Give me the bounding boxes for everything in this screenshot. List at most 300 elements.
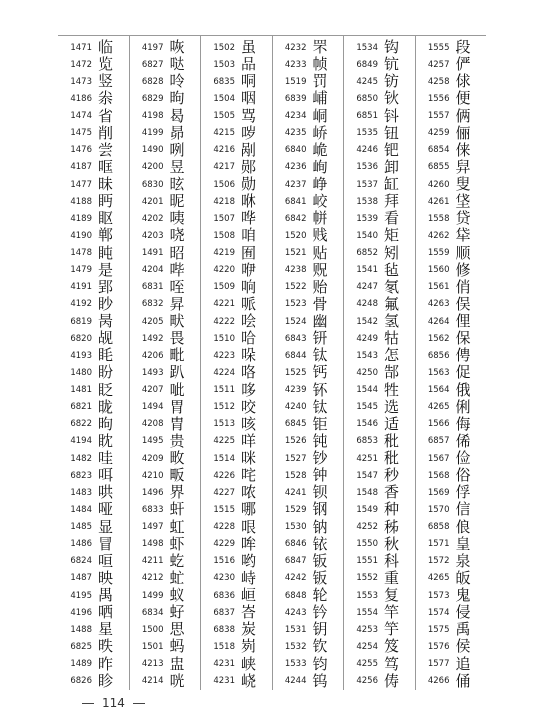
- character: 俣: [455, 294, 471, 313]
- table-row: [416, 467, 487, 484]
- character-code: 4252: [356, 522, 378, 533]
- character: 峡: [241, 654, 257, 673]
- character-code: 1577: [427, 659, 450, 670]
- character: 哔: [169, 260, 185, 279]
- character-code: 1520: [284, 230, 307, 241]
- table-row: [58, 604, 129, 621]
- character-code: 6822: [70, 419, 92, 430]
- character: 咱: [241, 226, 257, 245]
- table-row: [130, 399, 201, 416]
- character: 哈: [241, 329, 257, 348]
- character: 昴: [169, 123, 185, 142]
- character: 眄: [98, 192, 114, 211]
- character-code: 1503: [213, 59, 235, 70]
- character: 氢: [384, 312, 400, 331]
- character-code: 4250: [356, 367, 378, 378]
- character-code: 1572: [427, 556, 450, 567]
- character-code: 1551: [356, 556, 378, 567]
- character-code: 6832: [141, 299, 164, 310]
- character: 哑: [98, 500, 114, 519]
- character: 哓: [169, 226, 185, 245]
- character: 呲: [169, 380, 185, 399]
- table-row: [58, 56, 129, 73]
- character-code: 6833: [141, 504, 164, 515]
- character: 秕: [384, 431, 400, 450]
- table-row: [130, 382, 201, 399]
- character: 骂: [241, 106, 257, 125]
- table-row: [201, 553, 272, 570]
- character-code: 4190: [70, 230, 92, 241]
- character: 秭: [384, 517, 400, 536]
- character: 囿: [241, 243, 257, 262]
- character-code: 6823: [70, 470, 92, 481]
- character-code: 6824: [70, 556, 92, 567]
- character: 咤: [241, 466, 257, 485]
- character-code: 4213: [141, 659, 164, 670]
- character: 钫: [384, 72, 400, 91]
- character: 虷: [169, 500, 185, 519]
- table-row: [344, 536, 415, 553]
- table-row: [58, 621, 129, 638]
- table-row: [273, 519, 344, 536]
- character: 贱: [312, 226, 328, 245]
- table-row: [344, 467, 415, 484]
- character-code: 6836: [213, 590, 235, 601]
- table-row: [273, 227, 344, 244]
- character-code: 1558: [427, 213, 450, 224]
- character-code: 1569: [427, 487, 450, 498]
- table-row: [58, 39, 129, 56]
- table-row: [201, 227, 272, 244]
- character: 畏: [169, 329, 185, 348]
- character: 保: [455, 329, 471, 348]
- character-code: 4231: [213, 659, 235, 670]
- character: 眈: [98, 431, 114, 450]
- character: 哝: [241, 483, 257, 502]
- character-code: 4209: [141, 453, 164, 464]
- character: 峬: [312, 89, 328, 108]
- table-row: [416, 364, 487, 381]
- character-code: 1536: [356, 162, 378, 173]
- table-row: [344, 501, 415, 518]
- character-code: 6841: [284, 196, 307, 207]
- table-row: [273, 56, 344, 73]
- table-row: [201, 245, 272, 262]
- character-code: 4219: [213, 248, 235, 259]
- table-row: [273, 467, 344, 484]
- table-row: [273, 382, 344, 399]
- character-code: 1550: [356, 539, 378, 550]
- table-row: [273, 330, 344, 347]
- table-row: [416, 347, 487, 364]
- table-row: [58, 382, 129, 399]
- character-code: 4230: [213, 573, 235, 584]
- character-code: 4242: [284, 573, 307, 584]
- character-code: 1506: [213, 179, 235, 190]
- table-row: [344, 227, 415, 244]
- character: 剐: [241, 140, 257, 159]
- table-row: [416, 536, 487, 553]
- table-row: [58, 210, 129, 227]
- character-code: 6826: [70, 676, 92, 687]
- table-row: [130, 296, 201, 313]
- character: 咥: [169, 277, 185, 296]
- character: 胃: [169, 397, 185, 416]
- character: 铱: [312, 534, 328, 553]
- character-code: 4204: [141, 265, 164, 276]
- character: 竿: [384, 603, 400, 622]
- character-code: 4218: [213, 196, 235, 207]
- character: 舁: [455, 157, 471, 176]
- character: 昳: [98, 637, 114, 656]
- table-row: [130, 108, 201, 125]
- character-code: 1497: [141, 522, 164, 533]
- character-code: 1507: [213, 213, 235, 224]
- table-row: [273, 399, 344, 416]
- character-code: 1552: [356, 573, 378, 584]
- character: 蚁: [169, 586, 185, 605]
- character: 俏: [455, 277, 471, 296]
- character: 峙: [241, 568, 257, 587]
- character: 郸: [98, 226, 114, 245]
- character-code: 6850: [356, 93, 378, 104]
- table-row: [273, 673, 344, 690]
- character: 哄: [98, 483, 114, 502]
- table-row: [416, 108, 487, 125]
- character: 俘: [455, 483, 471, 502]
- character: 峛: [241, 637, 257, 656]
- character-code: 6834: [141, 607, 164, 618]
- table-row: [58, 313, 129, 330]
- table-row: [416, 193, 487, 210]
- character: 钯: [384, 140, 400, 159]
- character-code: 1563: [427, 367, 450, 378]
- character-code: 6858: [427, 522, 450, 533]
- character: 罘: [312, 38, 328, 57]
- table-row: [416, 296, 487, 313]
- table-row: [201, 673, 272, 690]
- character: 咻: [241, 192, 257, 211]
- table-row: [130, 313, 201, 330]
- character-code: 1556: [427, 93, 450, 104]
- character: 钮: [384, 123, 400, 142]
- table-row: [58, 245, 129, 262]
- character-code: 4263: [427, 299, 450, 310]
- character: 俑: [455, 671, 471, 690]
- table-row: [416, 330, 487, 347]
- table-row: [130, 193, 201, 210]
- character: 钥: [312, 620, 328, 639]
- character: 曷: [169, 106, 185, 125]
- character-code: 4232: [284, 42, 307, 53]
- character-code: 6854: [427, 145, 450, 156]
- table-column: [58, 36, 130, 690]
- character: 竖: [98, 72, 114, 91]
- table-row: [416, 450, 487, 467]
- character-code: 1474: [70, 111, 92, 122]
- character: 俅: [455, 72, 471, 91]
- character-code: 6844: [284, 350, 307, 361]
- character: 峤: [312, 123, 328, 142]
- character-code: 1487: [70, 573, 92, 584]
- table-row: [416, 604, 487, 621]
- table-row: [344, 56, 415, 73]
- character: 虹: [169, 517, 185, 536]
- character-code: 4194: [70, 436, 92, 447]
- character-code: 4237: [284, 179, 307, 190]
- character-code: 1526: [284, 436, 307, 447]
- character: 咣: [169, 671, 185, 690]
- table-row: [201, 262, 272, 279]
- character-code: 1533: [284, 659, 307, 670]
- table-row: [344, 484, 415, 501]
- character: 俭: [455, 449, 471, 468]
- character: 幽: [312, 312, 328, 331]
- character: 胄: [169, 414, 185, 433]
- table-row: [130, 450, 201, 467]
- character: 重: [384, 568, 400, 587]
- table-row: [130, 125, 201, 142]
- character-code: 1496: [141, 487, 164, 498]
- character-code: 1495: [141, 436, 164, 447]
- character: 侵: [455, 603, 471, 622]
- character-code: 4208: [141, 419, 164, 430]
- character-code: 1472: [70, 59, 92, 70]
- table-row: [58, 484, 129, 501]
- character-code: 4201: [141, 196, 164, 207]
- table-row: [273, 501, 344, 518]
- table-row: [344, 416, 415, 433]
- character: 昽: [98, 397, 114, 416]
- table-row: [130, 536, 201, 553]
- character: 钣: [312, 568, 328, 587]
- character: 咴: [169, 38, 185, 57]
- table-row: [58, 142, 129, 159]
- character: 牯: [384, 329, 400, 348]
- character-code: 1538: [356, 196, 378, 207]
- character: 咿: [241, 260, 257, 279]
- table-row: [58, 262, 129, 279]
- table-row: [130, 210, 201, 227]
- character-code: 6830: [141, 179, 164, 190]
- table-row: [201, 159, 272, 176]
- character: 钤: [312, 603, 328, 622]
- character-code: 1505: [213, 111, 235, 122]
- table-row: [416, 656, 487, 673]
- character-code: 4207: [141, 385, 164, 396]
- character-code: 4266: [427, 676, 450, 687]
- table-row: [201, 142, 272, 159]
- character: 俐: [455, 397, 471, 416]
- character-code: 4224: [213, 367, 235, 378]
- character-code: 4200: [141, 162, 164, 173]
- character-code: 1537: [356, 179, 378, 190]
- table-row: [130, 56, 201, 73]
- character: 昫: [169, 89, 185, 108]
- character: 顺: [455, 243, 471, 262]
- character: 映: [98, 568, 114, 587]
- table-row: [130, 433, 201, 450]
- table-row: [273, 210, 344, 227]
- table-row: [273, 73, 344, 90]
- character-code: 1510: [213, 333, 235, 344]
- character: 侮: [455, 414, 471, 433]
- table-row: [416, 39, 487, 56]
- character: 竽: [384, 620, 400, 639]
- character-code: 1484: [70, 504, 92, 515]
- character-code: 4195: [70, 590, 92, 601]
- character: 昧: [98, 175, 114, 194]
- character-code: 1557: [427, 111, 450, 122]
- character-code: 1535: [356, 128, 378, 139]
- character: 钨: [312, 671, 328, 690]
- table-row: [58, 193, 129, 210]
- table-row: [416, 90, 487, 107]
- character: 贷: [455, 209, 471, 228]
- character: 选: [384, 397, 400, 416]
- character: 峧: [312, 192, 328, 211]
- table-row: [201, 347, 272, 364]
- character-code: 1504: [213, 93, 235, 104]
- character-code: 6828: [141, 76, 164, 87]
- table-row: [201, 519, 272, 536]
- character-code: 4196: [70, 607, 92, 618]
- table-row: [130, 621, 201, 638]
- character: 削: [98, 123, 114, 142]
- character: 泉: [455, 551, 471, 570]
- table-row: [273, 553, 344, 570]
- table-row: [201, 416, 272, 433]
- character: 虾: [169, 534, 185, 553]
- table-row: [344, 519, 415, 536]
- table-row: [416, 587, 487, 604]
- table-row: [130, 330, 201, 347]
- table-row: [273, 347, 344, 364]
- character-code: 4212: [141, 573, 164, 584]
- character-code: 1500: [141, 624, 164, 635]
- character-code: 4191: [70, 282, 92, 293]
- character: 炭: [241, 620, 257, 639]
- character-code: 1522: [284, 282, 307, 293]
- character-code: 6820: [70, 333, 92, 344]
- table-row: [416, 673, 487, 690]
- table-row: [344, 347, 415, 364]
- character-code: 4227: [213, 487, 235, 498]
- character-code: 1574: [427, 607, 450, 618]
- table-row: [273, 638, 344, 655]
- character: 追: [455, 654, 471, 673]
- character-code: 4256: [356, 676, 378, 687]
- table-row: [58, 73, 129, 90]
- footer-dash-left: [82, 703, 94, 704]
- character: 轮: [312, 586, 328, 605]
- character: 哂: [98, 603, 114, 622]
- character-code: 6845: [284, 419, 307, 430]
- table-row: [201, 108, 272, 125]
- character-code: 1546: [356, 419, 378, 430]
- table-column: [273, 36, 345, 690]
- character-code: 4228: [213, 522, 235, 533]
- table-row: [273, 176, 344, 193]
- character-code: 1549: [356, 504, 378, 515]
- character-code: 4251: [356, 453, 378, 464]
- table-row: [344, 176, 415, 193]
- table-row: [130, 159, 201, 176]
- table-row: [58, 176, 129, 193]
- character: 昵: [169, 192, 185, 211]
- character: 峗: [312, 140, 328, 159]
- table-row: [58, 227, 129, 244]
- character-code: 1568: [427, 470, 450, 481]
- character: 钞: [312, 449, 328, 468]
- character: 拜: [384, 192, 400, 211]
- character: 哞: [241, 534, 257, 553]
- table-row: [130, 587, 201, 604]
- character: 显: [98, 517, 114, 536]
- table-column: [416, 36, 487, 690]
- character-code: 6825: [70, 641, 92, 652]
- table-row: [130, 262, 201, 279]
- character-code: 4186: [70, 93, 92, 104]
- character-code: 1545: [356, 402, 378, 413]
- table-row: [58, 587, 129, 604]
- character: 氡: [384, 277, 400, 296]
- table-row: [273, 296, 344, 313]
- character-code: 6843: [284, 333, 307, 344]
- table-row: [344, 210, 415, 227]
- character: 峋: [312, 157, 328, 176]
- character-code: 4258: [427, 76, 450, 87]
- character: 修: [455, 260, 471, 279]
- table-row: [58, 279, 129, 296]
- character-code: 4265: [427, 402, 450, 413]
- character: 钣: [312, 551, 328, 570]
- table-row: [130, 416, 201, 433]
- character-code: 4229: [213, 539, 235, 550]
- character-code: 4259: [427, 128, 450, 139]
- table-row: [416, 433, 487, 450]
- character-code: 1501: [141, 641, 164, 652]
- character: 勋: [241, 175, 257, 194]
- character-code: 1573: [427, 590, 450, 601]
- character: 眨: [98, 380, 114, 399]
- character-code: 1575: [427, 624, 450, 635]
- character: 矧: [384, 243, 400, 262]
- character: 俄: [455, 380, 471, 399]
- character-code: 1499: [141, 590, 164, 601]
- character: 哒: [169, 55, 185, 74]
- character: 秕: [384, 449, 400, 468]
- character-code: 4247: [356, 282, 378, 293]
- character: 昨: [98, 654, 114, 673]
- character: 皇: [455, 534, 471, 553]
- character-code: 4240: [284, 402, 307, 413]
- character: 蚂: [169, 637, 185, 656]
- table-row: [416, 382, 487, 399]
- character-code: 1564: [427, 385, 450, 396]
- table-row: [201, 536, 272, 553]
- character-code: 6831: [141, 282, 164, 293]
- character: 侯: [455, 637, 471, 656]
- table-row: [201, 176, 272, 193]
- character: 峣: [241, 671, 257, 690]
- table-row: [416, 159, 487, 176]
- table-row: [344, 313, 415, 330]
- table-row: [273, 125, 344, 142]
- table-row: [344, 125, 415, 142]
- character-code: 4265: [427, 573, 450, 584]
- character-code: 4223: [213, 350, 235, 361]
